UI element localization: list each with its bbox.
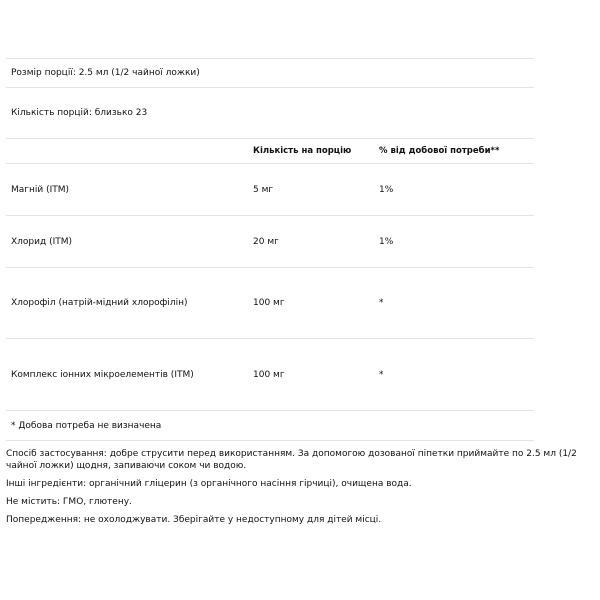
nutrient-name: Комплекс іонних мікроелементів (ІТМ) <box>11 369 194 380</box>
nutrient-amount: 20 мг <box>253 236 279 247</box>
nutrient-amount: 100 мг <box>253 369 285 380</box>
nutrient-dv: 1% <box>379 236 394 247</box>
warning-text: Попередження: не охолоджувати. Зберігайте у недоступному для дітей місці. <box>6 515 382 525</box>
nutrient-name: Хлорид (ІТМ) <box>11 236 73 247</box>
usage-text: Спосіб застосування: добре струсити перед використанням. За допомогою дозованої піпетки приймайте по 2.5 мл (1/2 чайної ложки) щодня, запиваючи соком чи водою. <box>6 449 577 471</box>
nutrient-dv: * <box>379 369 384 380</box>
serving-size-row <box>6 59 534 88</box>
footnote-row <box>6 411 534 441</box>
servings-row <box>6 88 534 139</box>
dv-header: % від добової потреби** <box>379 146 500 156</box>
table-row <box>6 268 534 339</box>
table-row <box>6 216 534 268</box>
footnote: * Добова потреба не визначена <box>11 420 162 431</box>
servings-per-container: Кількість порцій: близько 23 <box>11 108 148 118</box>
table-row <box>6 339 534 411</box>
amount-header: Кількість на порцію <box>253 146 352 156</box>
free-of-text: Не містить: ГМО, глютену. <box>6 497 132 507</box>
nutrient-name: Хлорофіл (натрій-мідний хлорофілін) <box>11 298 188 308</box>
supplement-facts-table <box>6 58 534 441</box>
nutrient-dv: 1% <box>379 184 394 195</box>
nutrient-amount: 5 мг <box>253 184 274 195</box>
table-header-row <box>6 139 534 164</box>
serving-size: Розмір порції: 2.5 мл (1/2 чайної ложки) <box>11 68 200 78</box>
nutrient-name: Магній (ІТМ) <box>11 184 70 195</box>
nutrient-dv: * <box>379 298 384 308</box>
nutrient-amount: 100 мг <box>253 298 285 308</box>
table-row <box>6 164 534 216</box>
product-notes <box>6 448 581 532</box>
ingredients-text: Інші інгредієнти: органічний гліцерин (з органічного насіння гірчиці), очищена вода. <box>6 479 412 489</box>
